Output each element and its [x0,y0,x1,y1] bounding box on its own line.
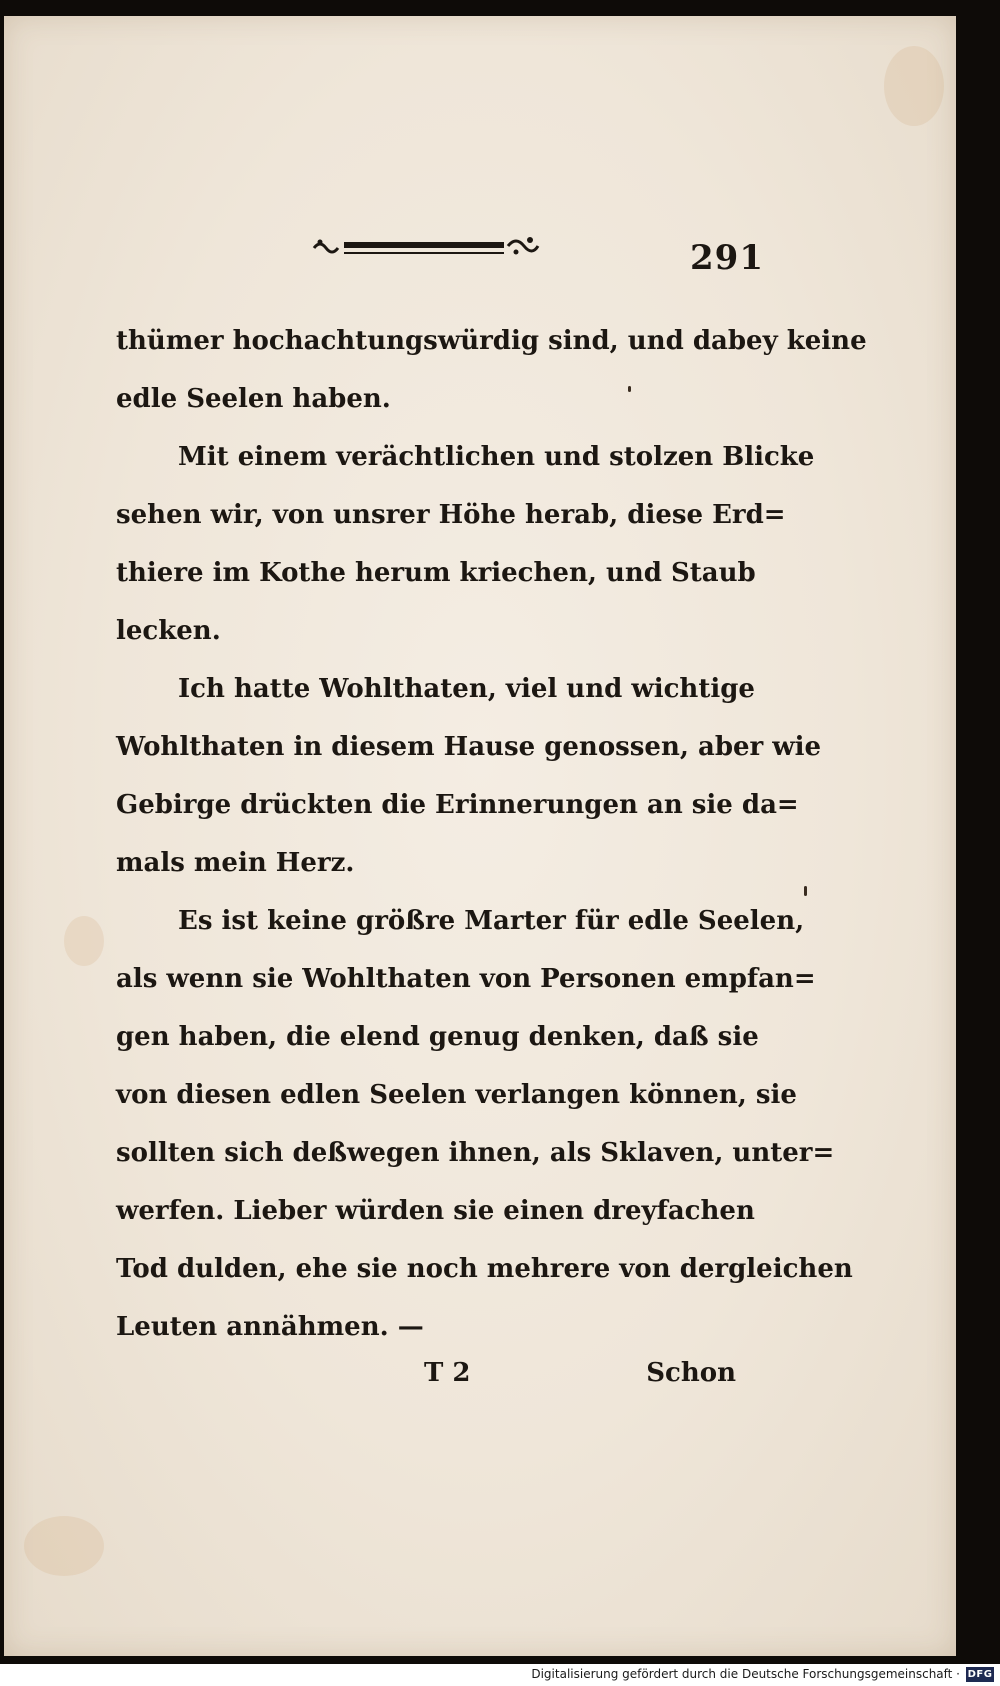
text-line: edle Seelen haben. [116,384,391,414]
text-line: sollten sich deßwegen ihnen, als Sklaven, unter= [116,1138,835,1168]
dfg-logo[interactable]: DFG [967,1669,993,1680]
text-line: Ich hatte Wohlthaten, viel und wichtige [178,674,755,704]
text-line: Mit einem verächtlichen und stolzen Blicke [178,442,815,472]
text-line: thiere im Kothe herum kriechen, und Staub [116,558,756,588]
text-line: als wenn sie Wohlthaten von Personen empfan= [116,964,816,994]
text-line: werfen. Lieber würden sie einen dreyfachen [116,1196,755,1226]
page-number: 291 [690,238,764,278]
text-line: mals mein Herz. [116,848,355,878]
text-line: gen haben, die elend genug denken, daß sie [116,1022,759,1052]
signature-mark: T 2 [424,1358,471,1388]
paper-stain [64,916,104,966]
book-page [4,16,956,1656]
text-line: Gebirge drückten die Erinnerungen an sie da= [116,790,799,820]
paper-stain [24,1516,104,1576]
ornamental-rule-icon [310,230,540,264]
body-text [116,312,867,1356]
text-line: Wohlthaten in diesem Hause genossen, aber wie [116,732,822,762]
credit-bar [0,1664,1000,1686]
text-line: von diesen edlen Seelen verlangen können, sie [116,1080,797,1110]
text-line: Leuten annähmen. — [116,1312,424,1342]
catchword: Schon [646,1358,736,1388]
ink-speck [628,386,631,392]
text-line: Tod dulden, ehe sie noch mehrere von dergleichen [116,1254,853,1284]
text-line: Es ist keine größre Marter für edle Seelen, [178,906,805,936]
text-line: sehen wir, von unsrer Höhe herab, diese Erd= [116,500,786,530]
credit-text: Digitalisierung gefördert durch die Deutsche Forschungsgemeinschaft · [531,1667,960,1681]
paper-stain [884,46,944,126]
ink-speck [804,886,807,896]
text-line: lecken. [116,616,221,646]
page-footer [116,1358,736,1408]
text-line: thümer hochachtungswürdig sind, und dabey keine [116,326,867,356]
